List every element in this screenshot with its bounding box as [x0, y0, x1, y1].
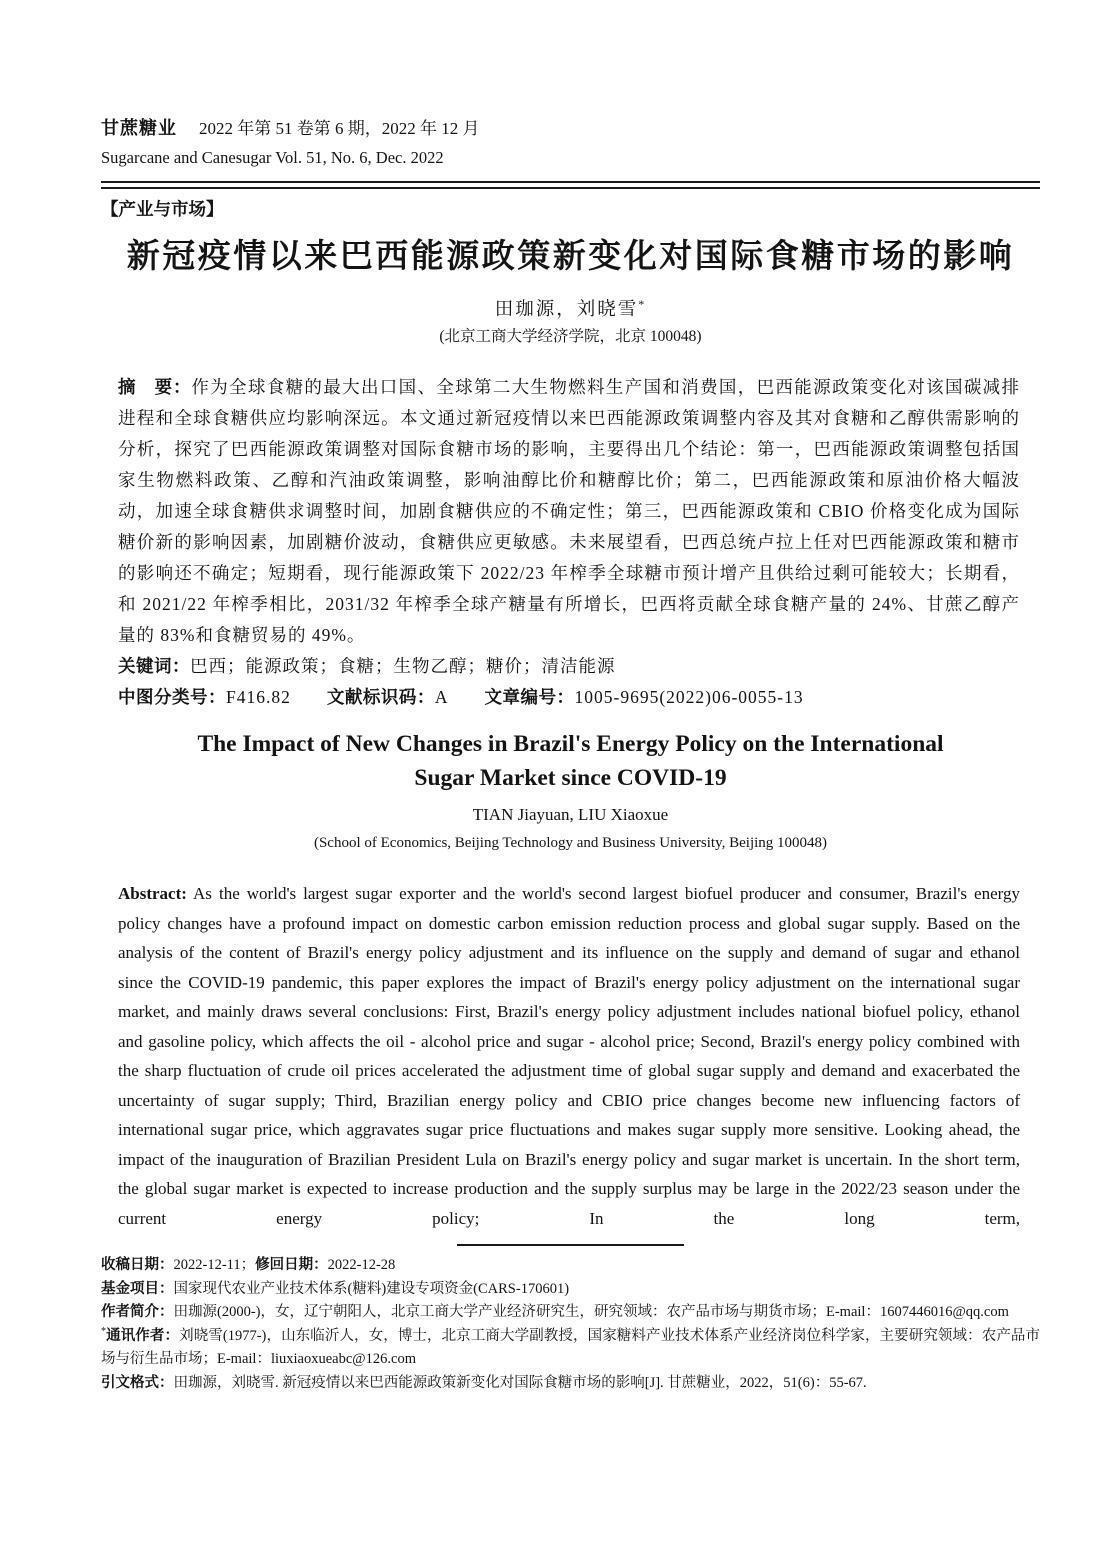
- abstract-en-text: As the world's largest sugar exporter and the world's second largest biofuel producer and consumer, Brazil's energy policy changes have a profound impact on domestic carbon emission reduction process and global sugar supply. Based on the analysis of the content of Brazil's energy policy adjustment and its influence on the supply and demand of sugar and ethanol since the COVID-19 pandemic, this paper explores the impact of Brazil's energy policy adjustment on the international sugar market, and mainly draws several conclusions: First, Brazil's energy policy adjustment includes national biofuel policy, ethanol and gasoline policy, which affects the oil - alcohol price and sugar - alcohol price; Second, Brazil's energy policy combined with the sharp fluctuation of crude oil prices accelerated the adjustment time of global sugar supply and demand and exacerbated the uncertainty of sugar supply; Third, Brazilian energy policy and CBIO price changes become new influencing factors of international sugar price, which aggravates sugar price fluctuations and makes sugar supply more sensitive. Looking ahead, the impact of the inauguration of Brazilian President Lula on Brazil's energy policy and sugar market is uncertain. In the short term, the global sugar market is expected to increase production and the supply surplus may be large in the 2022/23 season under the current energy policy; In the long term,: [118, 884, 1021, 1228]
- page-content: [101, 0, 1040, 1395]
- doc-code-label: 文献标识码：: [326, 687, 435, 708]
- journal-name-en: Sugarcane and Canesugar Vol. 51, No. 6, Dec. 2022: [101, 148, 444, 167]
- footnote-fund: [101, 1278, 1040, 1302]
- footnote-area: [101, 1254, 1040, 1395]
- section-tag: 【产业与市场】: [101, 199, 224, 219]
- footnote-citation: [101, 1372, 1040, 1396]
- footnote-fund-label: 基金项目：: [101, 1280, 174, 1297]
- footnote-revised-label: 修回日期：: [255, 1257, 328, 1274]
- footnote-corresponding-value: 刘晓雪(1977-)，山东临沂人，女，博士，北京工商大学副教授，国家糖料产业技术体系产业经济岗位科学家，主要研究领域：农产品市场与衍生品市场；E-mail：liuxiaoxueabc@126.com: [101, 1327, 1041, 1368]
- footnote-fund-value: 国家现代农业产业技术体系(糖料)建设专项资金(CARS-170601): [173, 1280, 570, 1297]
- journal-issue-cn: 2022 年第 51 卷第 6 期，2022 年 12 月: [199, 119, 480, 138]
- article-id-value: 1005-9695(2022)06-0055-13: [574, 687, 804, 708]
- article-title-cn: 新冠疫情以来巴西能源政策新变化对国际食糖市场的影响: [126, 237, 1015, 274]
- abstract-block-cn: [118, 372, 1020, 713]
- keywords-cn-label: 关键词：: [118, 656, 190, 677]
- footnote-author-bio-label: 作者简介：: [101, 1304, 174, 1321]
- footnote-received-label: 收稿日期：: [101, 1257, 174, 1274]
- footnote-citation-value: 田珈源，刘晓雪. 新冠疫情以来巴西能源政策新变化对国际食糖市场的影响[J]. 甘蔗糖业，2022，51(6)：55-67.: [173, 1374, 867, 1391]
- footnote-divider: [457, 1244, 684, 1246]
- abstract-cn-text: 作为全球食糖的最大出口国、全球第二大生物燃料生产国和消费国，巴西能源政策变化对该国碳减排进程和全球食糖供应均影响深远。本文通过新冠疫情以来巴西能源政策调整内容及其对食糖和乙醇供需影响的分析，探究了巴西能源政策调整对国际食糖市场的影响，主要得出几个结论：第一，巴西能源政策调整包括国家生物燃料政策、乙醇和汽油政策调整，影响油醇比价和糖醇比价；第二，巴西能源政策和原油价格大幅波动，加速全球食糖供求调整时间，加剧食糖供应的不确定性；第三，巴西能源政策和 CBIO 价格变化成为国际糖价新的影响因素，加剧糖价波动，食糖供应更敏感。未来展望看，巴西总统卢拉上任对巴西能源政策和糖市的影响还不确定；短期看，现行能源政策下 2022/23 年榨季全球糖市预计增产且供给过剩可能较大；长期看，和 2021/22 年榨季相比，2031/32 年榨季全球产糖量有所增长，巴西将贡献全球食糖产量的 24%、甘蔗乙醇产量的 83%和食糖贸易的 49%。: [118, 377, 1021, 646]
- article-id-label: 文章编号：: [484, 687, 575, 708]
- authors-cn: [101, 292, 1040, 322]
- footnote-received: [101, 1254, 1040, 1278]
- footnote-corresponding: [101, 1325, 1040, 1372]
- article-title-en-line2: Sugar Market since COVID-19: [414, 765, 727, 792]
- masthead-divider: [101, 181, 1040, 189]
- footnote-corresponding-label: 通讯作者：: [106, 1327, 180, 1344]
- abstract-cn-label: 摘 要：: [118, 377, 192, 398]
- footnote-corresponding-mark: *: [101, 1325, 106, 1337]
- affiliation-en: (School of Economics, Beijing Technology and Business University, Beijing 100048): [313, 835, 828, 852]
- clc-number-value: F416.82: [226, 687, 291, 708]
- clc-number-label: 中图分类号：: [118, 687, 226, 708]
- article-title-en: [101, 727, 1040, 795]
- keywords-cn: [118, 651, 1020, 682]
- footnote-revised-value: 2022-12-28: [327, 1257, 396, 1274]
- footnote-citation-label: 引文格式：: [101, 1374, 174, 1391]
- authors-cn-names: 田珈源，刘晓雪: [494, 300, 639, 321]
- abstract-en-label: Abstract:: [118, 884, 187, 904]
- corresponding-author-mark: *: [638, 297, 647, 311]
- article-title-en-line1: The Impact of New Changes in Brazil's Energy Policy on the International: [197, 731, 944, 758]
- abstract-cn: [118, 372, 1020, 651]
- masthead: [101, 0, 1040, 220]
- footnote-author-bio: [101, 1301, 1040, 1325]
- doc-code-value: A: [434, 687, 449, 708]
- clc-line: [118, 682, 1020, 713]
- abstract-en: [118, 879, 1020, 1233]
- footnote-author-bio-value: 田珈源(2000-)，女，辽宁朝阳人，北京工商大学产业经济研究生，研究领域：农产品市场与期货市场；E-mail：1607446016@qq.com: [173, 1304, 1009, 1321]
- footnote-received-value: 2022-12-11；: [173, 1257, 256, 1274]
- journal-name-cn: 甘蔗糖业: [101, 118, 177, 138]
- masthead-line-cn: [101, 117, 1040, 140]
- authors-en: TIAN Jiayuan, LIU Xiaoxue: [472, 805, 669, 825]
- affiliation-cn: (北京工商大学经济学院，北京 100048): [439, 328, 702, 346]
- keywords-cn-text: 巴西；能源政策；食糖；生物乙醇；糖价；清洁能源: [190, 656, 616, 677]
